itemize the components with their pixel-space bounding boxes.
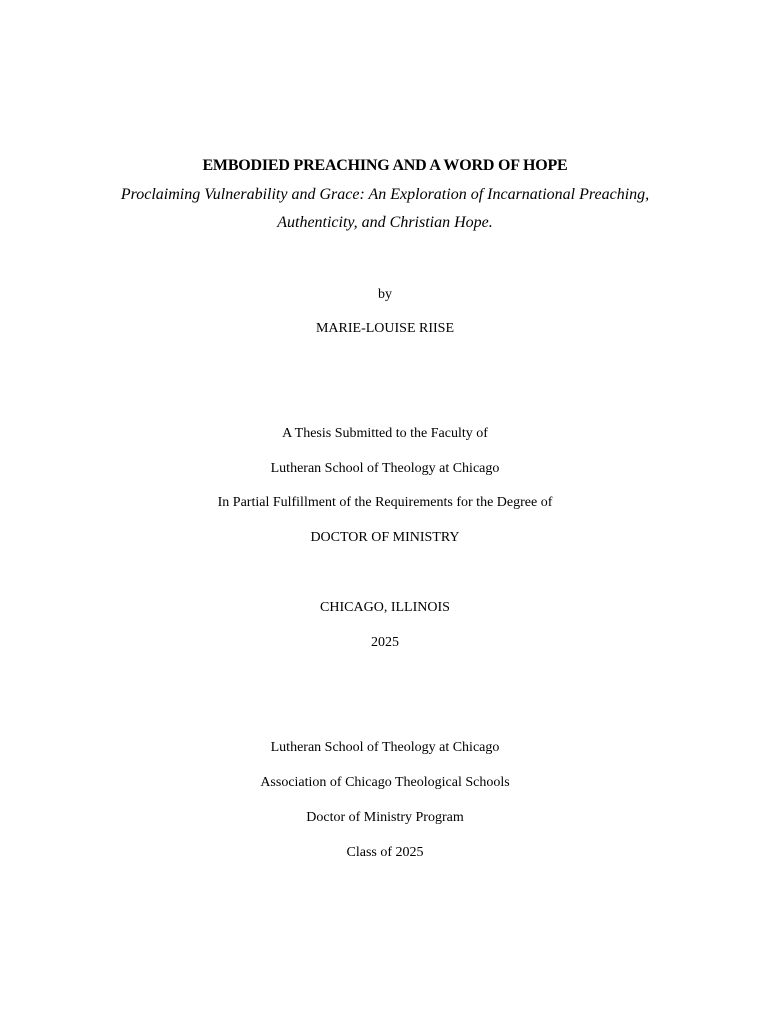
degree-name: DOCTOR OF MINISTRY [310, 530, 460, 545]
author-name: MARIE-LOUISE RIISE [315, 321, 455, 336]
submission-line-1: A Thesis Submitted to the Faculty of [282, 426, 488, 441]
footer-line-4: Class of 2025 [346, 845, 424, 860]
footer-line-1: Lutheran School of Theology at Chicago [270, 740, 500, 755]
by-label: by [378, 287, 392, 302]
thesis-title: EMBODIED PREACHING AND A WORD OF HOPE [202, 157, 568, 174]
thesis-subtitle-line-2: Authenticity, and Christian Hope. [277, 214, 493, 231]
submission-line-3: In Partial Fulfillment of the Requirements for the Degree of [217, 495, 553, 510]
footer-line-3: Doctor of Ministry Program [306, 810, 464, 825]
thesis-subtitle-line-1: Proclaiming Vulnerability and Grace: An Exploration of Incarnational Preaching, [120, 186, 650, 203]
place: CHICAGO, ILLINOIS [320, 600, 450, 615]
submission-line-2: Lutheran School of Theology at Chicago [270, 461, 500, 476]
footer-line-2: Association of Chicago Theological Schools [260, 775, 510, 790]
year: 2025 [371, 635, 399, 650]
